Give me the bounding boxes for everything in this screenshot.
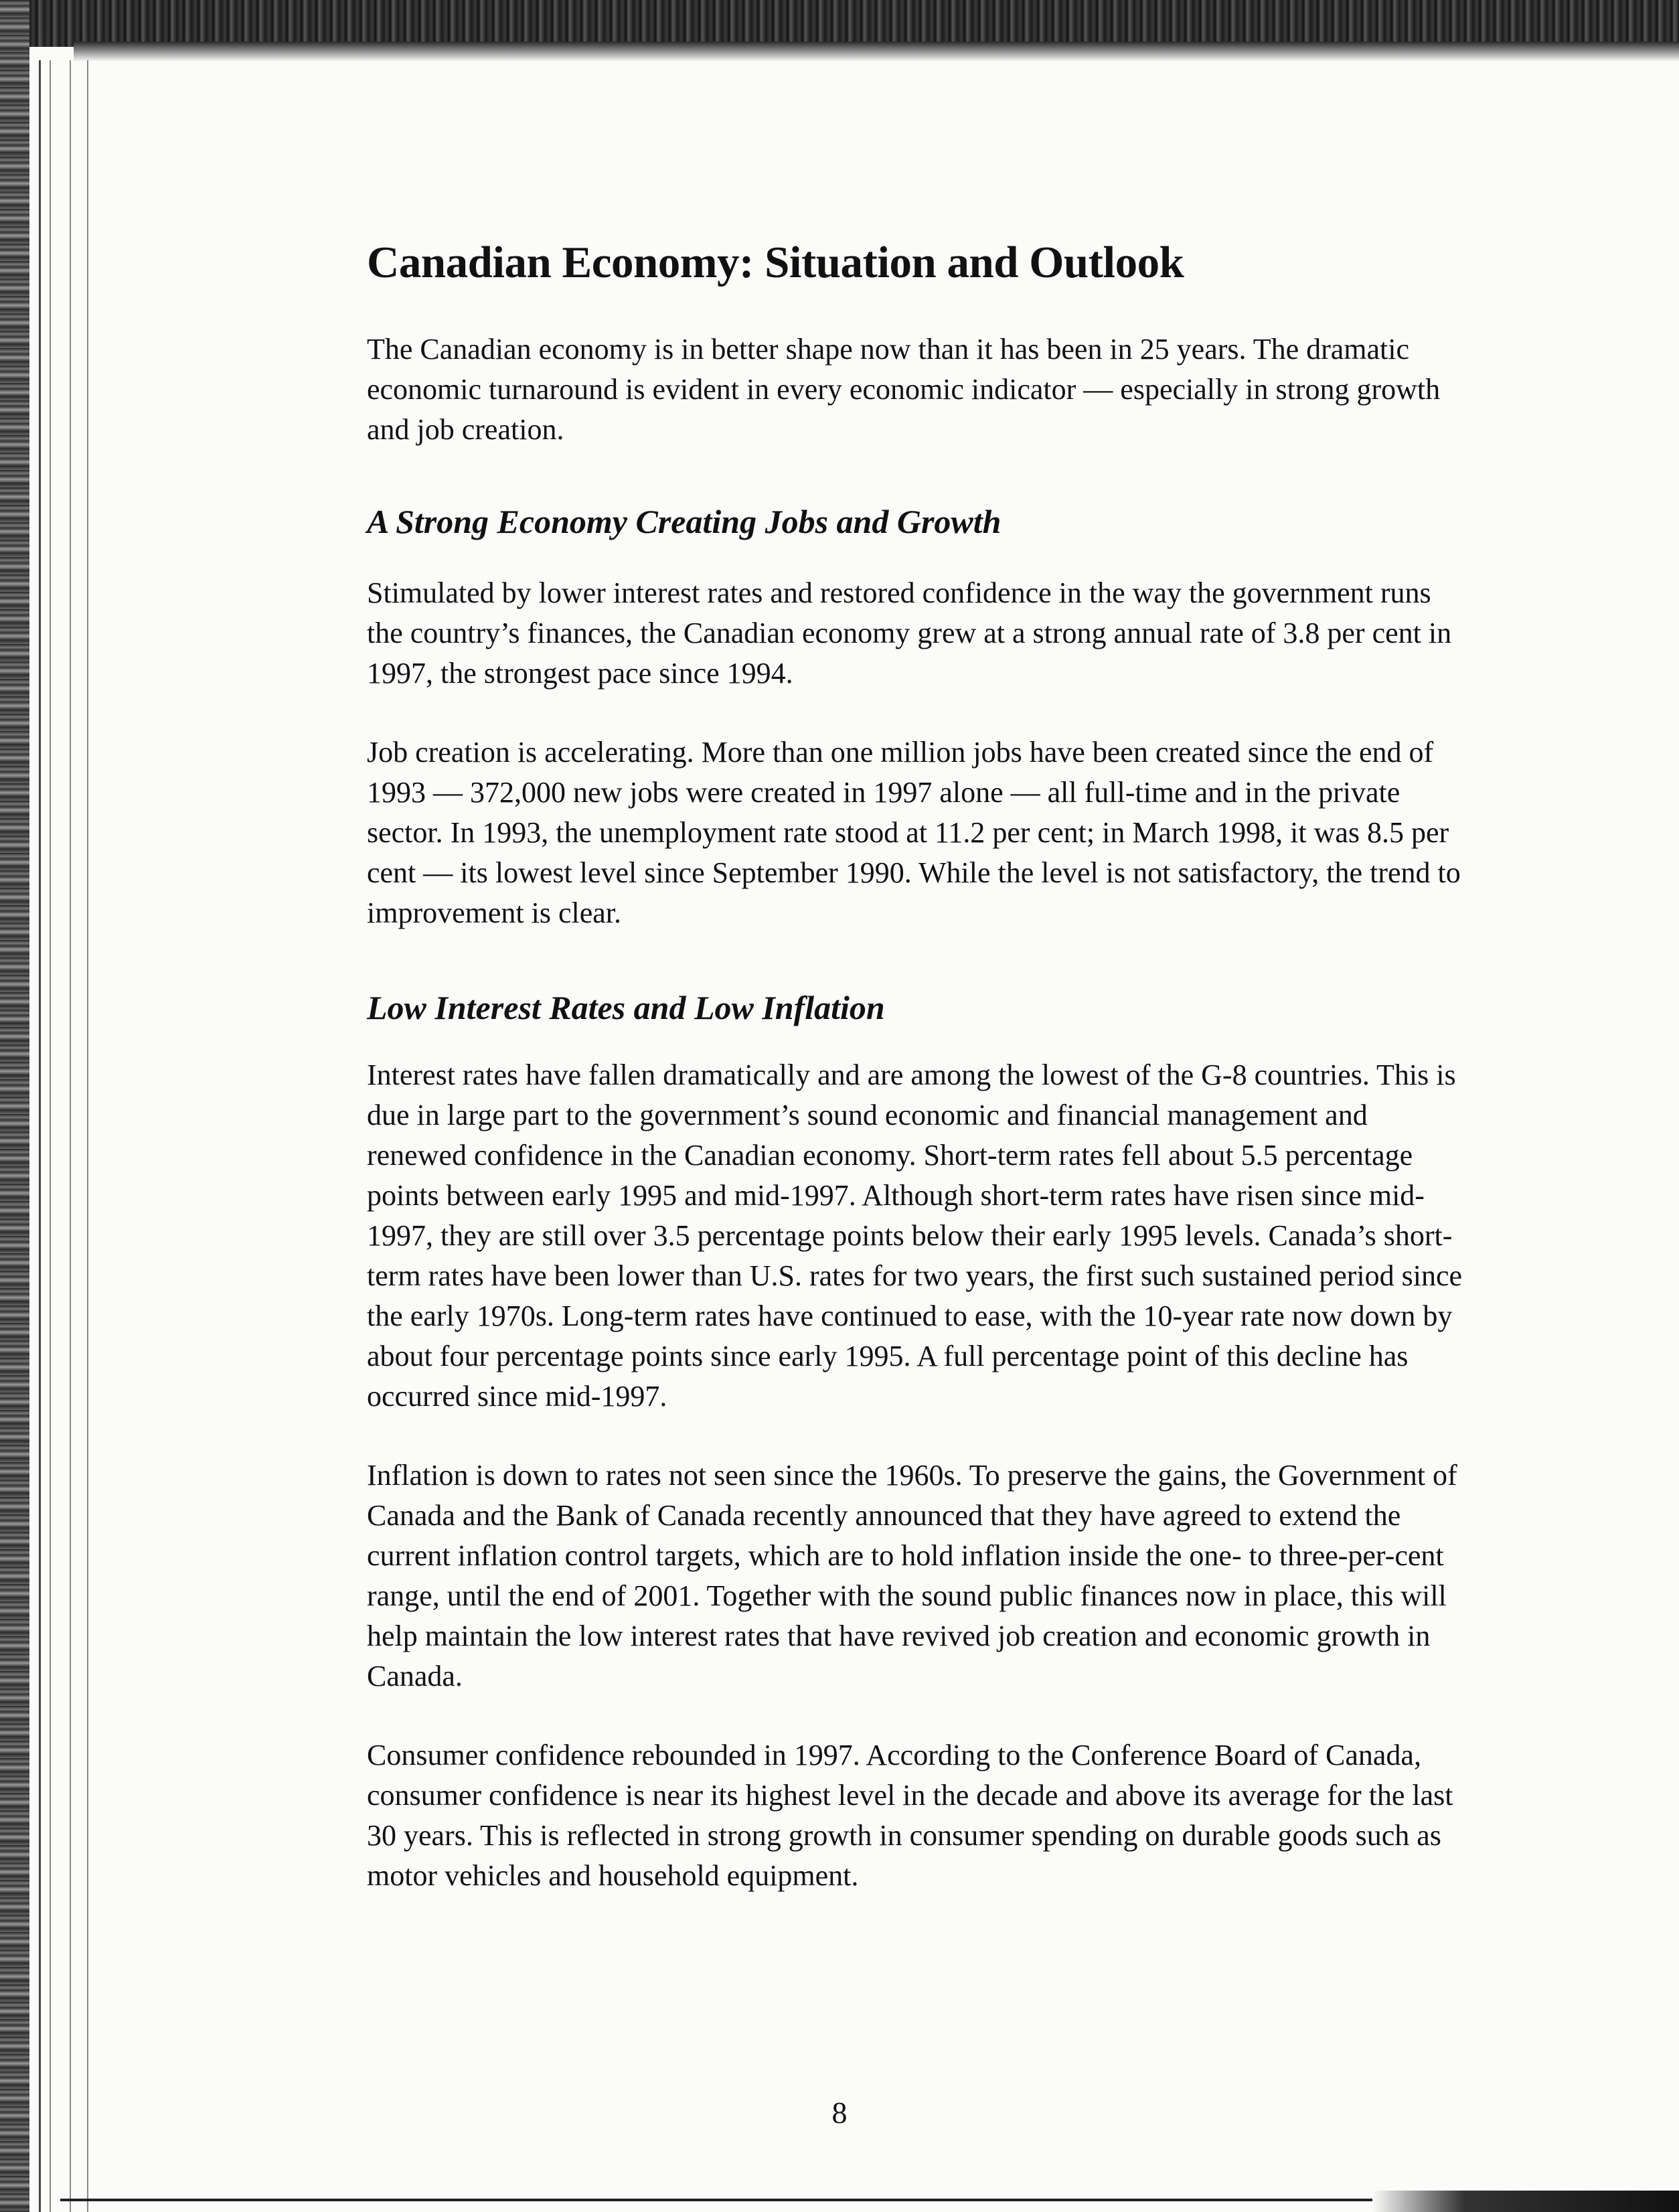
scan-top-shadow: [74, 42, 1679, 62]
section-heading-interest-inflation: Low Interest Rates and Low Inflation: [367, 989, 885, 1026]
intro-paragraph: The Canadian economy is in better shape now than it has been in 25 years. The dramatic economic turnaround is evident in every economic indicator — especially in strong growth and job creation.: [367, 333, 1441, 446]
paragraph-job-creation: Job creation is accelerating. More than one million jobs have been created since the end of 1993 — 372,000 new jobs were created in 1997 alone — all full-time and in the private sector. In 1993, the unemployment rate stood at 11.2 per cent; in March 1998, it was 8.5 per cent — its lowest level since September 1990. While the level is not satisfactory, the trend to improvement is clear.: [367, 736, 1461, 929]
section-heading-jobs-growth: A Strong Economy Creating Jobs and Growth: [367, 503, 1002, 540]
page-title: Canadian Economy: Situation and Outlook: [367, 238, 1184, 287]
page-number: 8: [831, 2096, 848, 2130]
paragraph-interest-rates: Interest rates have fallen dramatically and are among the lowest of the G-8 countries. This is due in large part to the government’s sound economic and financial management and renewed confidence in the Canadian economy. Short-term rates fell about 5.5 percentage points between early 1995 and mid-1997. Although short-term rates have risen since mid-1997, they are still over 3.5 percentage points below their early 1995 levels. Canada’s short-term rates have been lower than U.S. rates for two years, the first such sustained period since the early 1970s. Long-term rates have continued to ease, with the 10-year rate now down by about four percentage points since early 1995. A full percentage point of this decline has occurred since mid-1997.: [367, 1058, 1463, 1413]
paragraph-consumer-confidence: Consumer confidence rebounded in 1997. According to the Conference Board of Canada, consumer confidence is near its highest level in the decade and above its average for the last 30 years. This is reflected in strong growth in consumer spending on durable goods such as motor vehicles and household equipment.: [367, 1739, 1453, 1892]
page-edge-line: [87, 60, 88, 2212]
page-edge-line: [50, 60, 51, 2212]
page-edge-line: [70, 60, 71, 2212]
page-edge-line: [39, 60, 41, 2212]
scan-bottom-shadow: [1372, 2191, 1679, 2212]
paragraph-inflation: Inflation is down to rates not seen since the 1960s. To preserve the gains, the Government of Canada and the Bank of Canada recently announced that they have agreed to extend the current inflation control targets, which are to hold inflation inside the one- to three-per-cent range, until the end of 2001. Together with the sound public finances now in place, this will help maintain the low interest rates that have revived job creation and economic growth in Canada.: [367, 1459, 1457, 1692]
paragraph-growth: Stimulated by lower interest rates and restored confidence in the way the government runs the country’s finances, the Canadian economy grew at a strong annual rate of 3.8 per cent in 1997, the strongest pace since 1994.: [367, 576, 1452, 690]
document-body: [367, 236, 1471, 1896]
scan-top-border: [0, 0, 1679, 47]
scan-left-binding: [0, 0, 29, 2212]
